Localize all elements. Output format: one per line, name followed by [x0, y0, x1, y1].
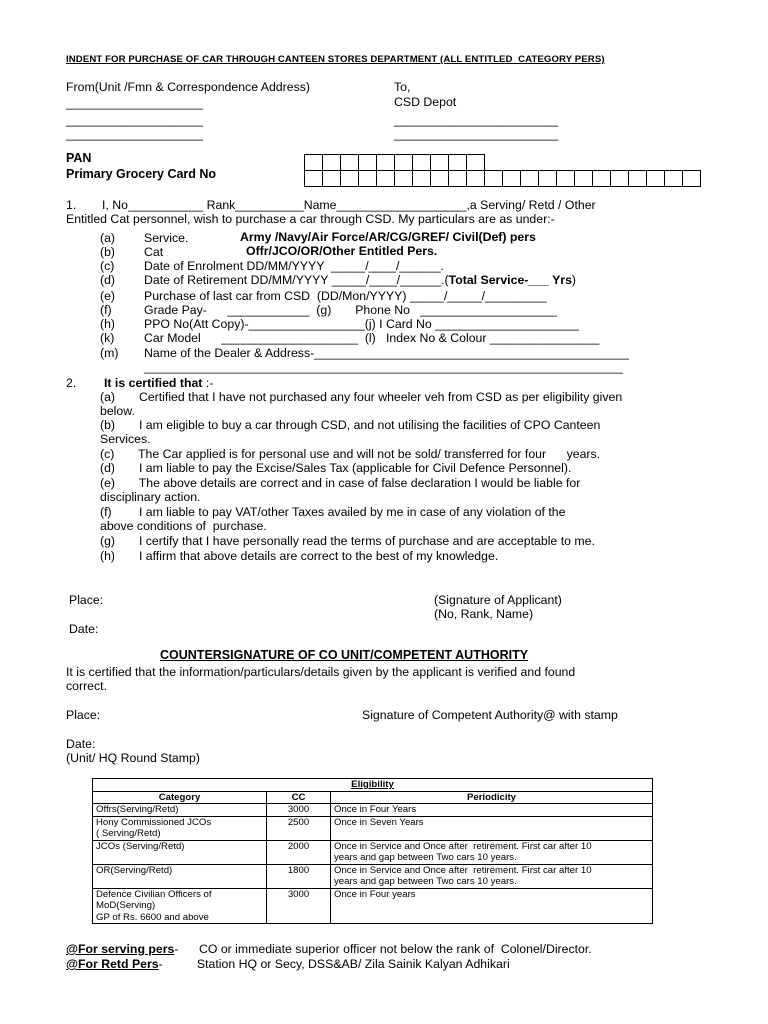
grocery-box[interactable] — [575, 171, 593, 187]
footnote-serving — [66, 942, 592, 956]
countersignature-heading: COUNTERSIGNATURE OF CO UNIT/COMPETENT AUTHORITY — [160, 648, 529, 662]
table-row — [93, 816, 653, 840]
certified-heading: It is certified that — [104, 376, 203, 390]
cc-cell: 3000 — [267, 888, 331, 924]
item-c-key: (c) — [100, 259, 115, 273]
grocery-card-label: Primary Grocery Card No — [66, 167, 217, 181]
header-periodicity: Periodicity — [331, 791, 653, 804]
grocery-box[interactable] — [629, 171, 647, 187]
total-service-field: Total Service-___ Yrs — [448, 273, 572, 287]
pan-box[interactable] — [395, 155, 413, 171]
grocery-box[interactable] — [449, 171, 467, 187]
retirement-date-field[interactable] — [144, 273, 576, 287]
grocery-boxes-row — [305, 171, 701, 187]
grocery-box[interactable] — [395, 171, 413, 187]
cert-line: below. — [100, 404, 135, 418]
pan-box[interactable] — [305, 155, 323, 171]
applicant-place[interactable]: Place: — [69, 593, 104, 607]
category-cell: Hony Commissioned JCOs ( Serving/Retd) — [93, 816, 267, 840]
grocery-box[interactable] — [323, 171, 341, 187]
item-m-key: (m) — [100, 346, 119, 360]
from-label: From(Unit /Fmn & Correspondence Address) — [66, 80, 310, 94]
eligibility-header-row — [93, 791, 653, 804]
cert-line: (d) I am liable to pay the Excise/Sales Tax (applicable for Civil Defence Personnel). — [100, 461, 572, 475]
table-row — [93, 840, 653, 864]
pan-box[interactable] — [449, 155, 467, 171]
cert-line: disciplinary action. — [100, 490, 201, 504]
pan-label: PAN — [66, 151, 92, 165]
item-f-key: (f) — [100, 303, 112, 317]
grocery-box[interactable] — [431, 171, 449, 187]
authority-signature[interactable]: Signature of Competent Authority@ with stamp — [362, 708, 618, 722]
item-h-key: (h) — [100, 317, 116, 331]
last-car-purchase-field[interactable]: Purchase of last car from CSD (DD/Mon/YYYY) _____/_____/_________ — [144, 289, 547, 303]
table-row — [93, 864, 653, 888]
cert-line: (a) Certified that I have not purchased any four wheeler veh from CSD as per eligibility given — [100, 390, 623, 404]
para2-number: 2. — [66, 376, 77, 390]
authority-place[interactable]: Place: — [66, 708, 101, 722]
applicant-date[interactable]: Date: — [69, 622, 99, 636]
periodicity-cell: Once in Four Years — [331, 804, 653, 817]
eligibility-table — [92, 778, 653, 924]
category-cell: Defence Civilian Officers of MoD(Serving) GP of Rs. 6600 and above — [93, 888, 267, 924]
pan-box[interactable] — [377, 155, 395, 171]
cc-cell: 2000 — [267, 840, 331, 864]
grocery-box[interactable] — [305, 171, 323, 187]
category-options: Offr/JCO/OR/Other Entitled Pers. — [246, 244, 438, 258]
cert-line: (g) I certify that I have personally read the terms of purchase and are acceptable to me. — [100, 534, 595, 548]
periodicity-cell: Once in Four years — [331, 888, 653, 924]
to-label: To, — [394, 80, 411, 94]
para1-line-1: I, No___________ Rank__________Name___________________,a Serving/ Retd / Other — [102, 198, 596, 212]
para1-line-2: Entitled Cat personnel, wish to purchase a car through CSD. My particulars are as under:- — [66, 212, 555, 226]
header-category: Category — [93, 791, 267, 804]
authority-date[interactable]: Date: — [66, 737, 96, 751]
grocery-box[interactable] — [485, 171, 503, 187]
footnote-serving-key: @For serving pers — [66, 942, 175, 956]
cc-cell: 3000 — [267, 804, 331, 817]
countersign-line-2: correct. — [66, 679, 107, 693]
countersign-line-1: It is certified that the information/particulars/details given by the applicant is verified and found — [66, 665, 576, 679]
grocery-box[interactable] — [359, 171, 377, 187]
pan-box[interactable] — [323, 155, 341, 171]
cert-line: (b) I am eligible to buy a car through CSD, and not utilising the facilities of CPO Canteen — [100, 418, 601, 432]
grocery-box[interactable] — [683, 171, 701, 187]
footnote-retd-text: - Station HQ or Secy, DSS&AB/ Zila Sainik Kalyan Adhikari — [158, 957, 510, 971]
grocery-box[interactable] — [539, 171, 557, 187]
enrolment-date-field[interactable]: Date of Enrolment DD/MM/YYYY _____/____/______. — [144, 259, 444, 273]
table-row — [93, 804, 653, 817]
periodicity-cell: Once in Service and Once after retirement. First car after 10 years and gap between Two cars 10 years. — [331, 864, 653, 888]
from-address-line-2[interactable]: ____________________ — [66, 113, 203, 127]
header-cc: CC — [267, 791, 331, 804]
form-title: INDENT FOR PURCHASE OF CAR THROUGH CANTEEN STORES DEPARTMENT (ALL ENTITLED CATEGORY PERS) — [66, 54, 605, 65]
cc-cell: 2500 — [267, 816, 331, 840]
pan-box[interactable] — [341, 155, 359, 171]
para1-number: 1. — [66, 198, 77, 212]
certified-heading-tail: :- — [202, 376, 214, 390]
unit-stamp: (Unit/ HQ Round Stamp) — [66, 751, 200, 765]
eligibility-title: Eligibility — [93, 779, 653, 792]
from-address-line-3[interactable]: ____________________ — [66, 127, 203, 141]
footnote-retd-key: @For Retd Pers — [66, 957, 159, 971]
footnote-retd — [66, 957, 510, 971]
retirement-date-text: Date of Retirement DD/MM/YYYY _____/____/______.( — [144, 273, 449, 287]
item-k-key: (k) — [100, 331, 115, 345]
grocery-box[interactable] — [413, 171, 431, 187]
to-depot: CSD Depot — [394, 95, 457, 109]
cert-line: (f) I am liable to pay VAT/other Taxes availed by me in case of any violation of the — [100, 505, 566, 519]
item-b-label: Cat — [144, 245, 164, 259]
dealer-address-continuation[interactable]: ______________________________________________________________________ — [144, 360, 623, 374]
grocery-box[interactable] — [557, 171, 575, 187]
periodicity-cell: Once in Service and Once after retirement. First car after 10 years and gap between Two cars 10 years. — [331, 840, 653, 864]
pan-box[interactable] — [431, 155, 449, 171]
cert-line: above conditions of purchase. — [100, 519, 267, 533]
pan-box[interactable] — [467, 155, 485, 171]
pan-grocery-grid — [304, 154, 701, 187]
cc-cell: 1800 — [267, 864, 331, 888]
from-address-line-1[interactable]: ____________________ — [66, 96, 203, 110]
category-cell: JCOs (Serving/Retd) — [93, 840, 267, 864]
footnote-serving-text: - CO or immediate superior officer not below the rank of Colonel/Director. — [174, 942, 592, 956]
grocery-box[interactable] — [467, 171, 485, 187]
category-cell: Offrs(Serving/Retd) — [93, 804, 267, 817]
pan-boxes-row — [305, 155, 701, 171]
grocery-box[interactable] — [377, 171, 395, 187]
item-e-key: (e) — [100, 289, 116, 303]
ppo-icard-field[interactable]: PPO No(Att Copy)-_________________(j) I Card No _____________________ — [144, 317, 579, 331]
grocery-box[interactable] — [647, 171, 665, 187]
to-address-line-2[interactable]: ________________________ — [394, 127, 559, 141]
cert-line: (e) The above details are correct and in case of false declaration I would be liable for — [100, 476, 581, 490]
item-a-label: Service. — [144, 231, 189, 245]
applicant-signature[interactable]: (Signature of Applicant) — [434, 593, 562, 607]
item-d-key: (d) — [100, 273, 116, 287]
pan-box[interactable] — [359, 155, 377, 171]
item-b-key: (b) — [100, 245, 116, 259]
to-address-line-1[interactable]: ________________________ — [394, 113, 559, 127]
dealer-address-field[interactable]: Name of the Dealer & Address-______________________________________________ — [144, 346, 629, 360]
cert-line: (c) The Car applied is for personal use and will not be sold/ transferred for four years. — [100, 447, 601, 461]
cert-line: (h) I affirm that above details are correct to the best of my knowledge. — [100, 549, 499, 563]
para2-heading — [104, 376, 213, 390]
car-model-index-field[interactable]: Car Model ____________________ (l) Index No & Colour ________________ — [144, 331, 600, 345]
service-options: Army /Navy/Air Force/AR/CG/GREF/ Civil(Def) pers — [240, 230, 536, 244]
grocery-box[interactable] — [593, 171, 611, 187]
table-row — [93, 888, 653, 924]
grocery-box[interactable] — [503, 171, 521, 187]
pan-box[interactable] — [413, 155, 431, 171]
grocery-box[interactable] — [341, 171, 359, 187]
item-a-key: (a) — [100, 231, 116, 245]
periodicity-cell: Once in Seven Years — [331, 816, 653, 840]
applicant-no-rank-name: (No, Rank, Name) — [434, 607, 534, 621]
cert-line: Services. — [100, 432, 151, 446]
eligibility-title-row — [93, 779, 653, 792]
grade-pay-phone-field[interactable]: Grade Pay- ____________ (g) Phone No ____________________ — [144, 303, 557, 317]
grocery-box[interactable] — [521, 171, 539, 187]
retirement-date-tail: ) — [571, 273, 577, 287]
grocery-box[interactable] — [611, 171, 629, 187]
grocery-box[interactable] — [665, 171, 683, 187]
category-cell: OR(Serving/Retd) — [93, 864, 267, 888]
